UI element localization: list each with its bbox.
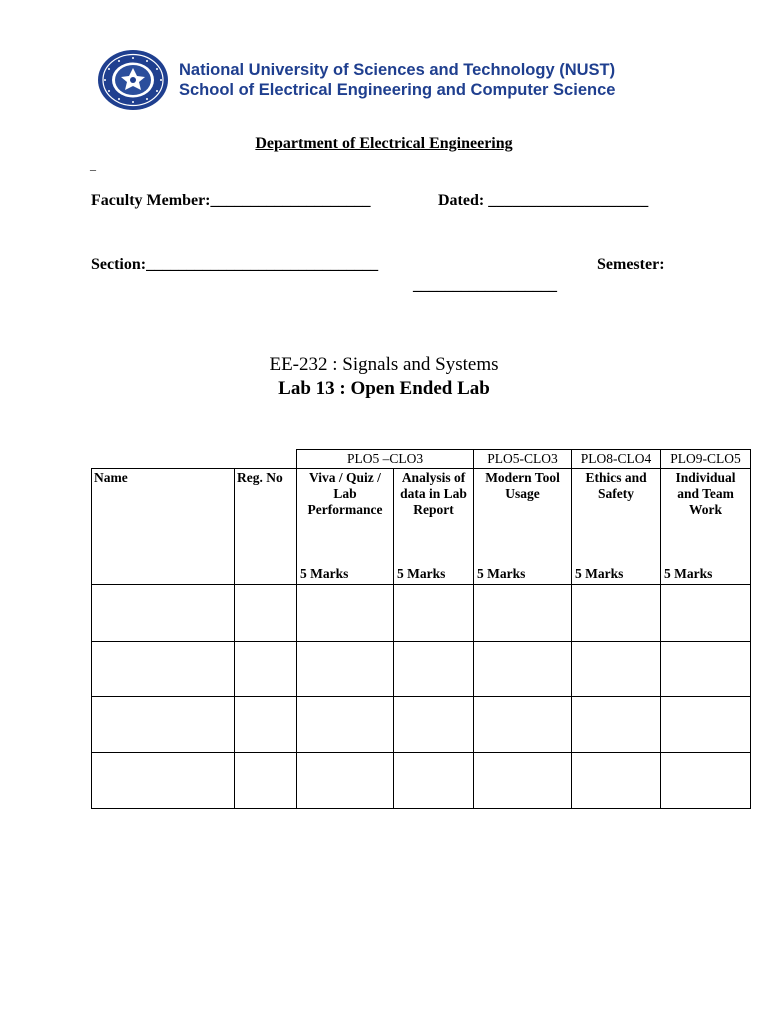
cell-viva[interactable] — [297, 642, 394, 697]
section-field — [91, 256, 378, 274]
marks-modern-tool: 5 Marks — [477, 566, 526, 581]
cell-name[interactable] — [92, 585, 235, 642]
column-header-viva: Viva / Quiz / Lab Performance 5 Marks — [297, 469, 394, 585]
column-header-name: Name — [92, 469, 235, 585]
school-name: School of Electrical Engineering and Computer Science — [179, 81, 616, 99]
cell-teamwork[interactable] — [661, 753, 751, 809]
tick-mark: _ — [90, 158, 96, 172]
column-header-modern-tool: Modern Tool Usage 5 Marks — [474, 469, 572, 585]
faculty-member-line[interactable]: ____________________ — [210, 192, 371, 209]
table-row — [92, 585, 751, 642]
dated-label: Dated: — [438, 192, 485, 209]
cell-name[interactable] — [92, 642, 235, 697]
semester-label: Semester: — [597, 256, 665, 273]
section-line[interactable]: _____________________________ — [146, 256, 379, 273]
cell-modern-tool[interactable] — [474, 697, 572, 753]
cell-viva[interactable] — [297, 753, 394, 809]
department-title: Department of Electrical Engineering — [255, 135, 513, 152]
cell-teamwork[interactable] — [661, 585, 751, 642]
cell-analysis[interactable] — [394, 642, 474, 697]
cell-modern-tool[interactable] — [474, 642, 572, 697]
column-header-reg-no: Reg. No — [235, 469, 297, 585]
cell-name[interactable] — [92, 753, 235, 809]
cell-teamwork[interactable] — [661, 642, 751, 697]
cell-ethics[interactable] — [572, 642, 661, 697]
marks-teamwork: 5 Marks — [664, 566, 713, 581]
university-name: National University of Sciences and Technology (NUST) — [179, 61, 616, 79]
table-row — [92, 642, 751, 697]
faculty-member-field — [91, 192, 371, 210]
column-header-row — [92, 469, 751, 585]
faculty-member-label: Faculty Member: — [91, 192, 211, 209]
dated-field — [438, 192, 648, 210]
cell-modern-tool[interactable] — [474, 585, 572, 642]
cell-reg-no[interactable] — [235, 585, 297, 642]
marks-viva: 5 Marks — [300, 566, 349, 581]
course-title: EE-232 : Signals and Systems — [269, 354, 499, 375]
cell-reg-no[interactable] — [235, 642, 297, 697]
marks-ethics: 5 Marks — [575, 566, 624, 581]
cell-teamwork[interactable] — [661, 697, 751, 753]
nust-logo — [97, 49, 169, 111]
cell-viva[interactable] — [297, 585, 394, 642]
cell-ethics[interactable] — [572, 697, 661, 753]
cell-reg-no[interactable] — [235, 697, 297, 753]
cell-name[interactable] — [92, 697, 235, 753]
cell-analysis[interactable] — [394, 753, 474, 809]
plo-header-4: PLO9-CLO5 — [661, 450, 751, 469]
letterhead — [179, 60, 615, 100]
plo-header-3: PLO8-CLO4 — [572, 450, 661, 469]
cell-modern-tool[interactable] — [474, 753, 572, 809]
cell-ethics[interactable] — [572, 585, 661, 642]
cell-analysis[interactable] — [394, 697, 474, 753]
column-header-analysis: Analysis of data in Lab Report 5 Marks — [394, 469, 474, 585]
column-header-ethics: Ethics and Safety 5 Marks — [572, 469, 661, 585]
plo-header-1: PLO5 –CLO3 — [297, 450, 474, 469]
semester-line[interactable]: __________________ — [413, 277, 557, 294]
cell-analysis[interactable] — [394, 585, 474, 642]
plo-header-2: PLO5-CLO3 — [474, 450, 572, 469]
cell-viva[interactable] — [297, 697, 394, 753]
dated-line[interactable]: ____________________ — [488, 192, 649, 209]
cell-reg-no[interactable] — [235, 753, 297, 809]
marks-analysis: 5 Marks — [397, 566, 446, 581]
column-header-teamwork: Individual and Team Work 5 Marks — [661, 469, 751, 585]
grading-table — [91, 449, 751, 809]
nust-crest-icon — [97, 49, 169, 111]
cell-ethics[interactable] — [572, 753, 661, 809]
plo-header-row — [92, 450, 751, 469]
section-label: Section: — [91, 256, 147, 273]
table-row — [92, 753, 751, 809]
table-row — [92, 697, 751, 753]
lab-title: Lab 13 : Open Ended Lab — [278, 378, 490, 399]
